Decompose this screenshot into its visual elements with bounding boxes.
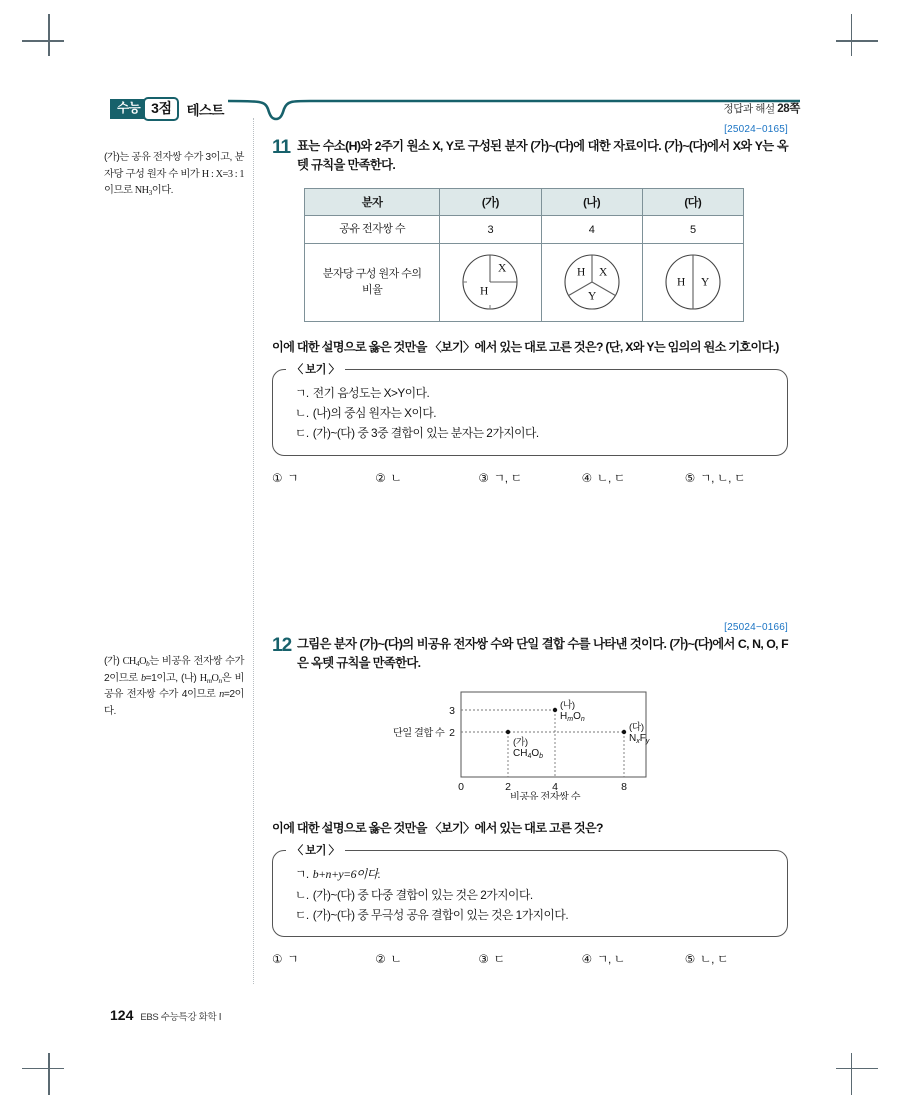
problem-11-ask: 이에 대한 설명으로 옳은 것만을 〈보기〉에서 있는 대로 고른 것은? (단, X와 Y는 임의의 원소 기호이다.) xyxy=(272,339,779,354)
data-label-da-formula: $N_xF_y$ xyxy=(629,733,650,746)
cell-pie-da xyxy=(642,243,743,321)
choice-text: ㄱ xyxy=(287,470,299,485)
badge-test-label: 테스트 xyxy=(186,103,224,118)
margin-note-11: (가)는 공유 전자쌍 수가 3이고, 분자당 구성 원자 수 비가 H : X=3 : 1이므로 $NH_3$이다. xyxy=(104,152,245,198)
data-label-da-name: (다) xyxy=(629,722,644,734)
choice-number: ② xyxy=(375,952,386,967)
problem-12-chart-wrap xyxy=(272,688,788,803)
badge-score-label: 3점 xyxy=(143,97,179,120)
book-title: EBS 수능특강 화학 Ⅰ xyxy=(140,1012,222,1023)
problem-12-choice-1[interactable] xyxy=(272,950,375,967)
problem-11 xyxy=(272,124,788,486)
pie-da-segment-h: H xyxy=(676,277,685,290)
badge-suneung-label: 수능 xyxy=(110,99,147,119)
problem-11-bogi-item-1 xyxy=(295,383,771,403)
cell-shared-pairs-da: 5 xyxy=(642,216,743,244)
data-label-na-formula: $H_mO_n$ xyxy=(560,711,585,724)
data-label-ga-name: (가) xyxy=(513,737,528,749)
bogi-text: (나)의 중심 원자는 X이다. xyxy=(312,406,437,421)
pie-ga-segment-h: H xyxy=(480,286,489,299)
choice-number: ④ xyxy=(581,952,592,967)
choice-text: ㄴ xyxy=(390,952,402,967)
answer-reference xyxy=(724,100,800,116)
choice-number: ① xyxy=(272,952,283,967)
choice-number: ⑤ xyxy=(684,952,696,967)
problem-11-choice-1[interactable] xyxy=(272,469,375,486)
row-label-atom-ratio-line1: 분자당 구성 원자 수의 xyxy=(322,267,422,280)
bogi-mark: ㄷ. xyxy=(295,426,309,441)
problem-12-bogi-item-2 xyxy=(295,885,771,905)
chart-y-axis xyxy=(393,705,455,739)
choice-text: ㄴ, ㄷ xyxy=(596,470,625,485)
row-label-atom-ratio-line2: 비율 xyxy=(362,284,383,297)
problem-12-number: 12 xyxy=(272,635,292,656)
row-label-shared-pairs: 공유 전자쌍 수 xyxy=(305,216,440,244)
choice-number: ⑤ xyxy=(684,470,696,485)
cell-shared-pairs-ga: 3 xyxy=(440,216,541,244)
problem-11-choice-4[interactable] xyxy=(582,469,685,486)
pie-na-segment-h: H xyxy=(576,267,585,280)
choice-text: ㄱ, ㄴ, ㄷ xyxy=(700,470,746,485)
pie-chart-na xyxy=(558,248,626,316)
problem-11-stem-row xyxy=(272,137,788,174)
bogi-text: 전기 음성도는 X>Y이다. xyxy=(312,385,430,400)
pie-na-segment-x: X xyxy=(598,267,607,280)
problem-12-choice-3[interactable] xyxy=(478,950,581,967)
data-point-ga xyxy=(506,730,510,734)
problem-11-stem: 표는 수소(H)와 2주기 원소 X, Y로 구성된 분자 (가)~(다)에 대한 자료이다. (가)~(다)에서 X와 Y는 옥텟 규칙을 만족한다. xyxy=(297,139,788,172)
section-badge xyxy=(110,98,224,120)
y-tick-2: 2 xyxy=(449,727,455,740)
table-header-ga: (가) xyxy=(440,189,541,216)
problem-12-choices xyxy=(272,950,788,967)
pie-na-segment-y: Y xyxy=(587,291,596,304)
x-tick-0: 0 xyxy=(458,781,464,794)
table-header-molecule: 분자 xyxy=(305,189,440,216)
crop-mark-bottom-right xyxy=(836,1053,878,1095)
problem-12-bogi-item-3 xyxy=(295,905,771,925)
bogi-text: b+n+y=6이다. xyxy=(312,867,381,882)
x-tick-4: 4 xyxy=(552,781,558,794)
bogi-mark: ㄷ. xyxy=(295,907,309,922)
bogi-mark: ㄱ. xyxy=(295,385,309,400)
answer-reference-page: 28쪽 xyxy=(777,103,800,115)
choice-number: ① xyxy=(272,470,283,485)
choice-text: ㄱ, ㄴ xyxy=(596,952,625,967)
problem-12-choice-2[interactable] xyxy=(375,950,478,967)
problem-12-ask: 이에 대한 설명으로 옳은 것만을 〈보기〉에서 있는 대로 고른 것은? xyxy=(272,821,603,836)
bogi-mark: ㄴ. xyxy=(295,406,309,421)
y-axis-title: 단일 결합 수 xyxy=(393,728,445,740)
data-point-na xyxy=(553,708,557,712)
table-header-row xyxy=(305,189,744,216)
problem-11-bogi-item-2 xyxy=(295,403,771,423)
table-row xyxy=(305,243,744,321)
table-header-na: (나) xyxy=(541,189,642,216)
problem-12-stem: 그림은 분자 (가)~(다)의 비공유 전자쌍 수와 단일 결합 수를 나타낸 것이다. (가)~(다)에서 C, N, O, F은 옥텟 규칙을 만족한다. xyxy=(297,637,788,670)
data-point-da xyxy=(622,730,626,734)
problem-11-choice-5[interactable] xyxy=(685,469,788,486)
page-footer xyxy=(110,1007,221,1023)
margin-note-12: (가) $CH_4O_b$는 비공유 전자쌍 수가 2이므로 b=1이고, (나) $H_mO_n$은 비공유 전자쌍 수가 4이므로 n=2이다. xyxy=(104,656,244,718)
problem-11-table-wrap xyxy=(304,188,788,322)
choice-number: ③ xyxy=(478,952,489,967)
section-header xyxy=(110,98,800,124)
data-label-na-name: (나) xyxy=(560,700,575,712)
y-tick-3: 3 xyxy=(449,705,455,718)
x-tick-8: 8 xyxy=(621,781,627,794)
nonbonding-vs-single-bond-chart xyxy=(360,688,700,803)
bogi-mark: ㄱ. xyxy=(295,867,309,882)
table-header-da: (다) xyxy=(642,189,743,216)
bogi-mark: ㄴ. xyxy=(295,887,309,902)
choice-number: ② xyxy=(375,470,386,485)
problem-11-code: [25024−0165] xyxy=(724,124,788,135)
problem-11-choice-3[interactable] xyxy=(478,469,581,486)
x-axis-title: 비공유 전자쌍 수 xyxy=(510,792,581,801)
choice-text: ㄱ, ㄷ xyxy=(493,470,522,485)
cell-pie-na xyxy=(541,243,642,321)
problem-12-stem-row xyxy=(272,635,788,672)
crop-mark-bottom-left xyxy=(22,1053,64,1095)
pie-da-segment-y: Y xyxy=(700,277,709,290)
pie-ga-segment-x: X xyxy=(498,263,507,276)
problem-12 xyxy=(272,622,788,967)
x-tick-2: 2 xyxy=(505,781,511,794)
bogi-text: (가)~(다) 중 다중 결합이 있는 것은 2가지이다. xyxy=(312,887,533,902)
choice-text: ㄱ xyxy=(287,952,299,967)
page-number: 124 xyxy=(110,1007,134,1023)
crop-mark-top-left xyxy=(22,14,64,56)
cell-shared-pairs-na: 4 xyxy=(541,216,642,244)
cell-pie-ga xyxy=(440,243,541,321)
problem-12-code: [25024−0166] xyxy=(724,622,788,633)
table-row xyxy=(305,216,744,244)
problem-12-bogi-block xyxy=(272,845,788,937)
row-label-atom-ratio xyxy=(305,243,440,321)
chart-plot-frame xyxy=(461,692,646,777)
choice-text: ㄷ xyxy=(493,952,505,967)
molecule-data-table xyxy=(304,188,744,322)
problem-12-bogi-item-1 xyxy=(295,864,771,884)
problem-11-choices xyxy=(272,469,788,486)
problem-11-bogi-item-3 xyxy=(295,423,771,443)
data-label-ga-formula: $CH_4O_b$ xyxy=(513,748,544,761)
column-divider xyxy=(253,118,254,984)
problem-12-bogi-tag: 〈 보기 〉 xyxy=(286,842,345,858)
bogi-text: (가)~(다) 중 무극성 공유 결합이 있는 것은 1가지이다. xyxy=(312,907,569,922)
choice-number: ③ xyxy=(478,470,489,485)
problem-12-choice-4[interactable] xyxy=(582,950,685,967)
problem-11-bogi-block xyxy=(272,363,788,456)
choice-text: ㄴ xyxy=(390,470,402,485)
answer-reference-text: 정답과 해설 xyxy=(723,103,778,115)
choice-text: ㄴ, ㄷ xyxy=(700,952,729,967)
problem-11-bogi-box xyxy=(272,369,788,456)
problem-11-bogi-tag: 〈 보기 〉 xyxy=(286,361,345,377)
pie-chart-da xyxy=(659,248,727,316)
problem-11-number: 11 xyxy=(272,137,291,158)
problem-12-choice-5[interactable] xyxy=(685,950,788,967)
pie-chart-ga xyxy=(456,248,524,316)
chart-svg xyxy=(360,688,700,800)
choice-number: ④ xyxy=(581,470,592,485)
crop-mark-top-right xyxy=(836,14,878,56)
problem-11-choice-2[interactable] xyxy=(375,469,478,486)
bogi-text: (가)~(다) 중 3중 결합이 있는 분자는 2가지이다. xyxy=(312,426,539,441)
problem-12-bogi-box xyxy=(272,850,788,937)
